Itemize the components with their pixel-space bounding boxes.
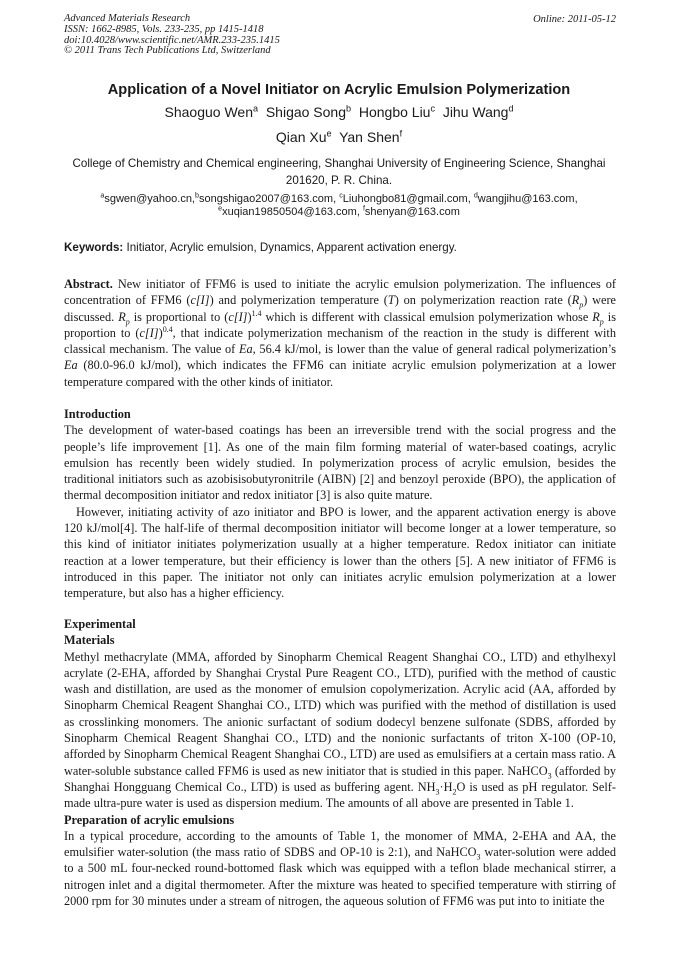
author-name: Qian Xu [275, 129, 327, 145]
email-address: xuqian19850504@163.com, [222, 206, 363, 218]
keywords-text: Initiator, Acrylic emulsion, Dynamics, Apparent activation energy. [126, 241, 457, 254]
subsection-heading: Preparation of acrylic emulsions [64, 812, 235, 827]
author-line-1 [0, 104, 678, 120]
abstract: Abstract. New initiator of FFM6 is used to initiate the acrylic emulsion polymerization. The influences of concentration of FFM6 (c[I]) and polymerization temperature (T) on polymerization reaction rate $(R_p)$ were discussed. $R_p$ is proportional to $(c[I])^{1.4}$ which is different with classical emulsion polymerization whose $R_p$ is proportion to $(c[I])^{0.4}$, that indicate polymerization mechanism of the reaction in the study is different with classical mechanism. The value of Ea, 56.4 kJ/mol, is lower than the value of general radical polymerization’s Ea (80.0-96.0 kJ/mol), which indicates the FFM6 can initiate acrylic emulsion polymerization at a lower temperature compared with the other kinds of initiator. [64, 277, 617, 389]
keywords-label: Keywords: [64, 241, 124, 254]
paper-title: Application of a Novel Initiator on Acrylic Emulsion Polymerization [107, 82, 571, 98]
author-affiliation-mark: c [430, 103, 436, 114]
paragraph: The development of water-based coatings has been an irreversible trend with the social progress and the people’s life improvement [1]. As one of the main film forming material of water-based coatings, acrylic emulsion has recently been widely studied. In polymerization process of acrylic emulsion, besides the traditional initiators such as azobisisobutyronitrile (AIBN) [2] and benzoyl peroxide (BPO), the application of thermal decomposition initiator and redox initiator [3] is also quite mature. [64, 423, 616, 503]
copyright-line: © 2011 Trans Tech Publications Ltd, Switzerland [64, 45, 271, 57]
affiliation [64, 155, 614, 189]
journal-name: Advanced Materials Research [64, 13, 191, 24]
author-name: Yan Shen [339, 129, 400, 145]
email-line: $^a$sgwen@yahoo.cn,$^b$songshigao2007@163.com, $^c$Liuhongbo81@gmail.com, $^d$wangjihu@163.com, [100, 191, 578, 205]
introduction-section [64, 406, 616, 602]
affiliation-line: 201620, P. R. China. [285, 174, 393, 187]
author-name: Shigao Song [265, 104, 347, 120]
keywords [64, 241, 457, 254]
author-affiliation-mark: f [399, 128, 403, 139]
online-date: Online: 2011-05-12 [533, 14, 616, 25]
email-address: songshigao2007@163.com, [198, 193, 340, 205]
author-line-2 [0, 129, 678, 145]
paragraph: Methyl methacrylate (MMA, afforded by Sinopharm Chemical Reagent Shanghai CO., LTD) and ethylhexyl acrylate (2-EHA, afforded by Shanghai Crystal Pure Reagent CO., LTD), purified with the method of caustic wash and distillation, are used as the monomer of emulsion copolymerization. Acrylic acid (AA, afforded by Sinopharm Chemical Reagent Shanghai CO., LTD) which was purified with the method of distillation is used as crosslinking monomers. The anionic surfactant of sodium dodecyl benzene sulfonate (SDBS, afforded by Sinopharm Chemical Reagent Shanghai CO., LTD) and the nonionic surfactants of triton X-100 (OP-10, afforded by Sinopharm Chemical Reagent Shanghai CO., LTD) are used as emulsifiers at a certain mass ratio. A water-soluble substance called FFM6 is used as new initiator that is studied in this paper. NaHCO$_3$ (afforded by Shanghai Hongguang Chemical Co., LTD) is used as buffering agent. $NH_3\cdot H_2O$ is used as pH regulator. Self-made ultra-pure water is used as dispersion medium. The amounts of all above are presented in Table 1. [64, 649, 616, 811]
doi-line: doi:10.4028/www.scientific.net/AMR.233-235.1415 [64, 34, 280, 46]
author-affiliation-mark: e [326, 128, 332, 139]
section-heading: Experimental [64, 617, 136, 631]
email-address: Liuhongbo81@gmail.com, [342, 193, 474, 205]
author-affiliation-mark: b [346, 103, 352, 114]
email-address: shenyan@163.com [364, 206, 460, 218]
paragraph: In a typical procedure, according to the amounts of Table 1, the monomer of MMA, 2-EHA and AA, the emulsifier water-solution (the mass ratio of SDBS and OP-10 is 2:1), and NaHCO$_3$ water-solution were added to a 500 mL four-necked round-bottomed flask which was equipped with a teflon blade mechanical stirrer, a nitrogen inlet and a digital thermometer. After the mixture was heated to specified temperature with stirring of 2000 rpm for 30 minutes under a stream of nitrogen, the aqueous solution of FFM6 was put into to initiate the [64, 828, 616, 909]
author-name: Shaoguo Wen [164, 104, 253, 120]
email-line: $^e$xuqian19850504@163.com, $^f$shenyan@163.com [218, 204, 460, 218]
author-affiliation-mark: d [508, 103, 514, 114]
author-name: Hongbo Liu [358, 104, 431, 120]
author-name: Jihu Wang [442, 104, 509, 120]
email-address: wangjihu@163.com, [477, 193, 578, 205]
affiliation-line: College of Chemistry and Chemical engineering, Shanghai University of Engineering Science, Shanghai [72, 157, 606, 170]
journal-header [64, 14, 280, 57]
experimental-section [64, 616, 616, 909]
subsection-heading: Materials [64, 633, 115, 648]
section-heading: Introduction [64, 407, 131, 421]
author-affiliation-mark: a [252, 103, 259, 114]
author-emails [64, 193, 614, 219]
abstract-label: Abstract. [64, 277, 113, 291]
email-address: sgwen@yahoo.cn, [104, 193, 195, 205]
paragraph: However, initiating activity of azo initiator and BPO is lower, and the apparent activation energy is above 120 kJ/mol[4]. The half-life of thermal decomposition initiator will become longer at a lower temperature, so this kind of initiator initiates polymerization usually at a higher temperature. Redox initiator can initiate reaction at a lower temperature, but their efficiency is lower than the others [5]. A new initiator of FFM6 is introduced in this paper. The initiator not only can initiates acrylic emulsion polymerization at a lower temperature, but also has a higher efficiency. [64, 504, 616, 601]
issn-line: ISSN: 1662-8985, Vols. 233-235, pp 1415-1418 [64, 23, 264, 35]
